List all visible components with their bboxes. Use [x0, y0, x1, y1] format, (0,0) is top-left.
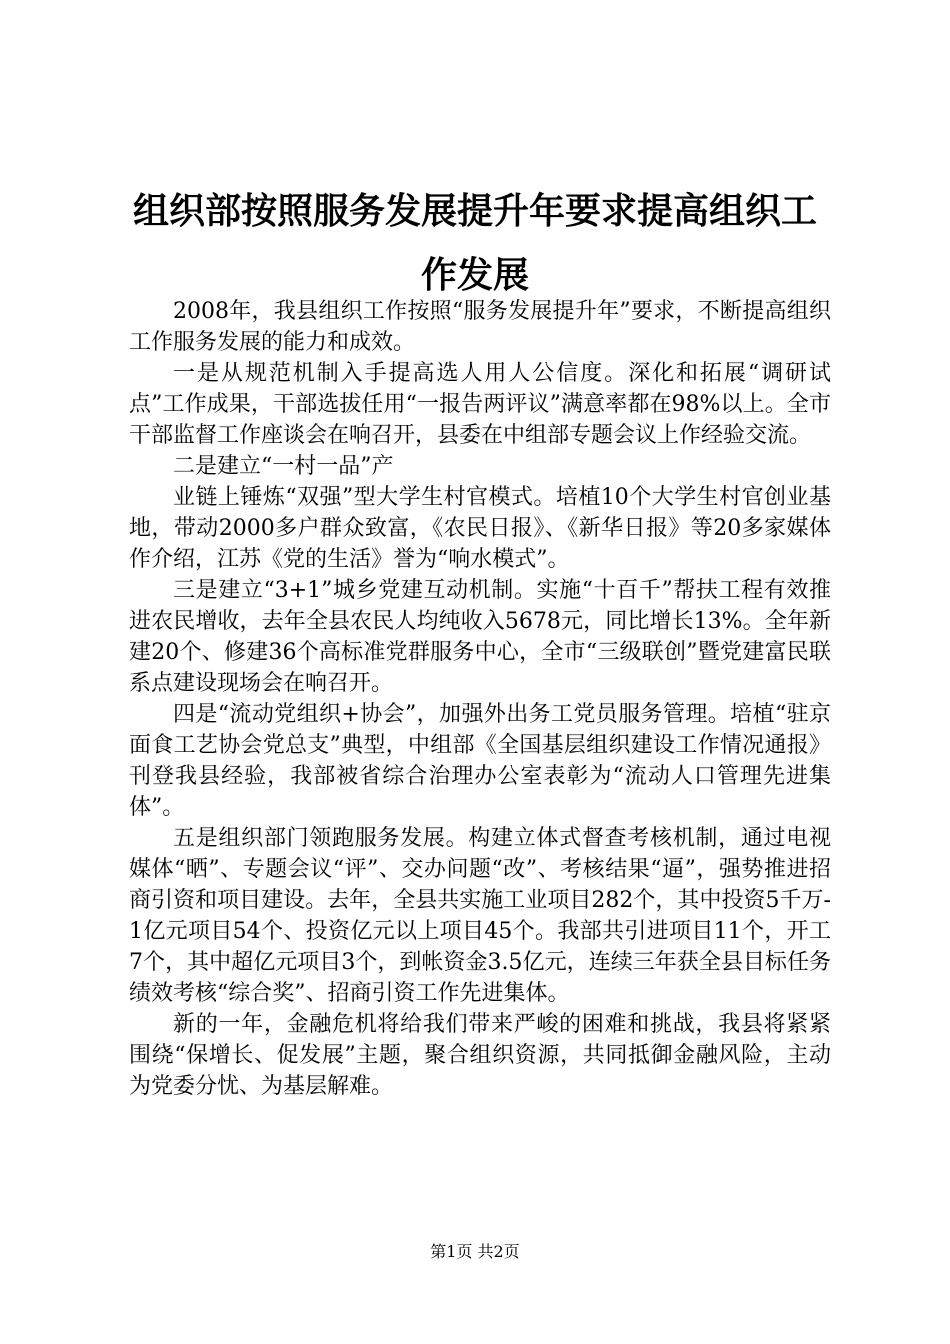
document-title: 组织部按照服务发展提升年要求提高组织工作发展: [132, 191, 817, 296]
page-number-footer: 第1页 共2页: [430, 1242, 520, 1261]
document-body: [129, 296, 831, 1102]
paragraph-point-two-start: 二是建立“一村一品”产: [173, 454, 394, 479]
paragraph-point-five: 五是组织部门领跑服务发展。构建立体式督查考核机制，通过电视媒体“晒”、专题会议“评”、交办问题“改”、考核结果“逼”，强势推进招商引资和项目建设。去年，全县共实施工业项目282个，其中投资5千万-1亿元项目54个、投资亿元以上项目45个。我部共引进项目11个，开工7个，其中超亿元项目3个，到帐资金3.5亿元，连续三年获全县目标任务绩效考核“综合奖”、招商引资工作先进集体。: [129, 826, 831, 1006]
paragraph-point-three: 三是建立“3+1”城乡党建互动机制。实施“十百千”帮扶工程有效推进农民增收，去年全县农民人均纯收入5678元，同比增长13%。全年新建20个、修建36个高标准党群服务中心，全市“三级联创”暨党建富民联系点建设现场会在响召开。: [129, 578, 831, 696]
paragraph-intro: 2008年，我县组织工作按照“服务发展提升年”要求，不断提高组织工作服务发展的能力和成效。: [129, 299, 832, 355]
paragraph-point-four: 四是“流动党组织+协会”，加强外出务工党员服务管理。培植“驻京面食工艺协会党总支”典型，中组部《全国基层组织建设工作情况通报》刊登我县经验，我部被省综合治理办公室表彰为“流动人口管理先进集体”。: [129, 702, 831, 820]
paragraph-point-two-continued: 业链上锤炼“双强”型大学生村官模式。培植10个大学生村官创业基地，带动2000多户群众致富，《农民日报》、《新华日报》等20多家媒体作介绍，江苏《党的生活》誉为“响水模式”。: [129, 485, 831, 572]
paragraph-outlook: 新的一年，金融危机将给我们带来严峻的困难和挑战，我县将紧紧围绕“保增长、促发展”主题，聚合组织资源，共同抵御金融风险，主动为党委分忧、为基层解难。: [129, 1012, 831, 1099]
paragraph-point-one: 一是从规范机制入手提高选人用人公信度。深化和拓展“调研试点”工作成果，干部选拔任用“一报告两评议”满意率都在98%以上。全市干部监督工作座谈会在响召开，县委在中组部专题会议上作经验交流。: [129, 361, 831, 448]
